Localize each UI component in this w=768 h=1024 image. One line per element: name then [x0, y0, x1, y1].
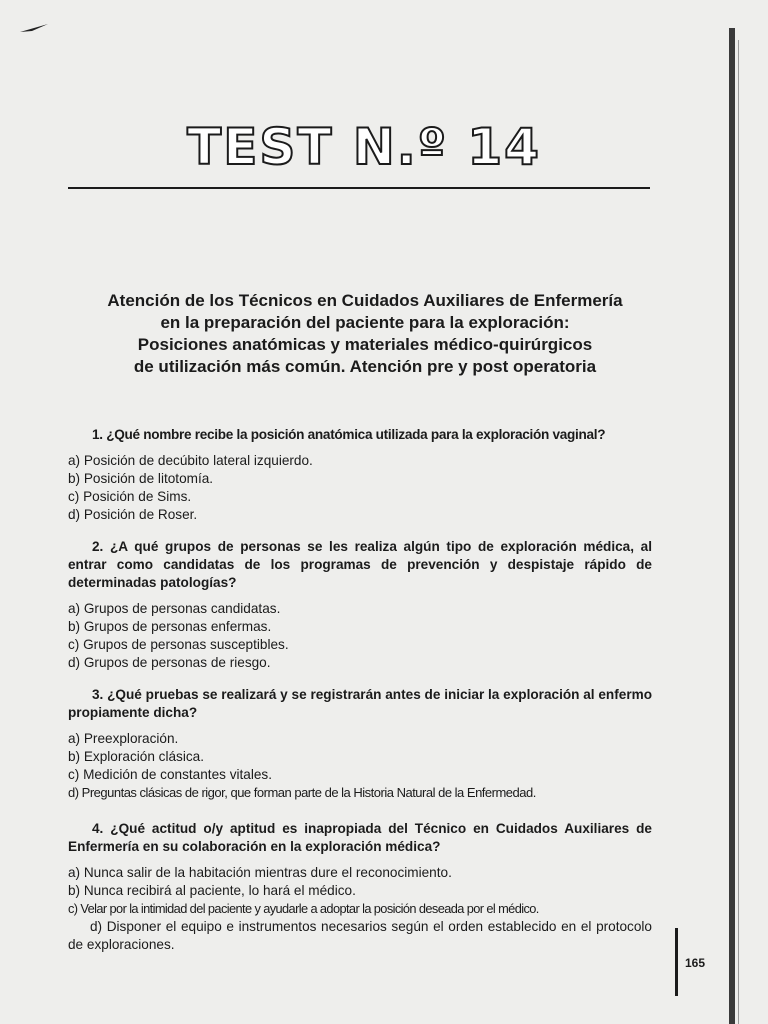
question-text: 2. ¿A qué grupos de personas se les realiza algún tipo de exploración médica, al entrar como candidatas de los programas de prevención y despistaje rápido de determinadas patologías? — [68, 539, 652, 590]
subtitle-line: en la preparación del paciente para la exploración: — [160, 313, 570, 332]
answer-option: a) Grupos de personas candidatas. — [68, 601, 281, 616]
answer-option: b) Exploración clásica. — [68, 749, 204, 764]
answer-option: c) Posición de Sims. — [68, 489, 192, 504]
question-2 — [68, 538, 652, 672]
answer-option: b) Grupos de personas enfermas. — [68, 619, 272, 634]
question-text: 1. ¿Qué nombre recibe la posición anatómica utilizada para la exploración vaginal? — [92, 427, 606, 442]
page-edge-shadow — [729, 28, 735, 1024]
subtitle-line: Posiciones anatómicas y materiales médico-quirúrgicos — [137, 335, 593, 354]
page-number-rule — [675, 928, 678, 996]
answer-option: a) Preexploración. — [68, 731, 179, 746]
answer-option: b) Nunca recibirá al paciente, lo hará el médico. — [68, 883, 356, 898]
question-text: 3. ¿Qué pruebas se realizará y se registrarán antes de iniciar la exploración al enfermo propiamente dicha? — [68, 687, 652, 720]
answer-option: d) Grupos de personas de riesgo. — [68, 655, 271, 670]
question-1 — [68, 426, 652, 524]
answer-option: b) Posición de litotomía. — [68, 471, 214, 486]
answer-options — [68, 864, 652, 954]
page-number: 165 — [685, 956, 706, 970]
answer-option: d) Disponer el equipo e instrumentos necesarios según el orden establecido en el protocolo de exploraciones. — [68, 919, 652, 952]
answer-option: c) Velar por la intimidad del paciente y ayudarle a adoptar la posición deseada por el médico. — [68, 901, 539, 916]
subtitle-line: de utilización más común. Atención pre y post operatoria — [133, 357, 597, 376]
answer-option: c) Medición de constantes vitales. — [68, 767, 273, 782]
section-subtitle — [60, 290, 670, 378]
question-4 — [68, 820, 652, 954]
question-text: 4. ¿Qué actitud o/y aptitud es inapropiada del Técnico en Cuidados Auxiliares de Enfermería en su colaboración en la exploración médica? — [68, 821, 652, 854]
answer-option: a) Nunca salir de la habitación mientras dure el reconocimiento. — [68, 865, 452, 880]
question-3 — [68, 686, 652, 802]
answer-option: c) Grupos de personas susceptibles. — [68, 637, 289, 652]
test-title: TEST N.º 14 — [187, 118, 541, 176]
answer-options — [68, 452, 652, 524]
answer-option: d) Preguntas clásicas de rigor, que forman parte de la Historia Natural de la Enfermedad. — [68, 785, 536, 800]
corner-arrow-mark — [20, 22, 50, 34]
subtitle-line: Atención de los Técnicos en Cuidados Auxiliares de Enfermería — [107, 291, 623, 310]
answer-option: a) Posición de decúbito lateral izquierdo. — [68, 453, 313, 468]
answer-options — [68, 600, 652, 672]
title-divider — [68, 187, 650, 189]
page-edge-line — [738, 40, 739, 1024]
answer-option: d) Posición de Roser. — [68, 507, 198, 522]
answer-options — [68, 730, 652, 802]
